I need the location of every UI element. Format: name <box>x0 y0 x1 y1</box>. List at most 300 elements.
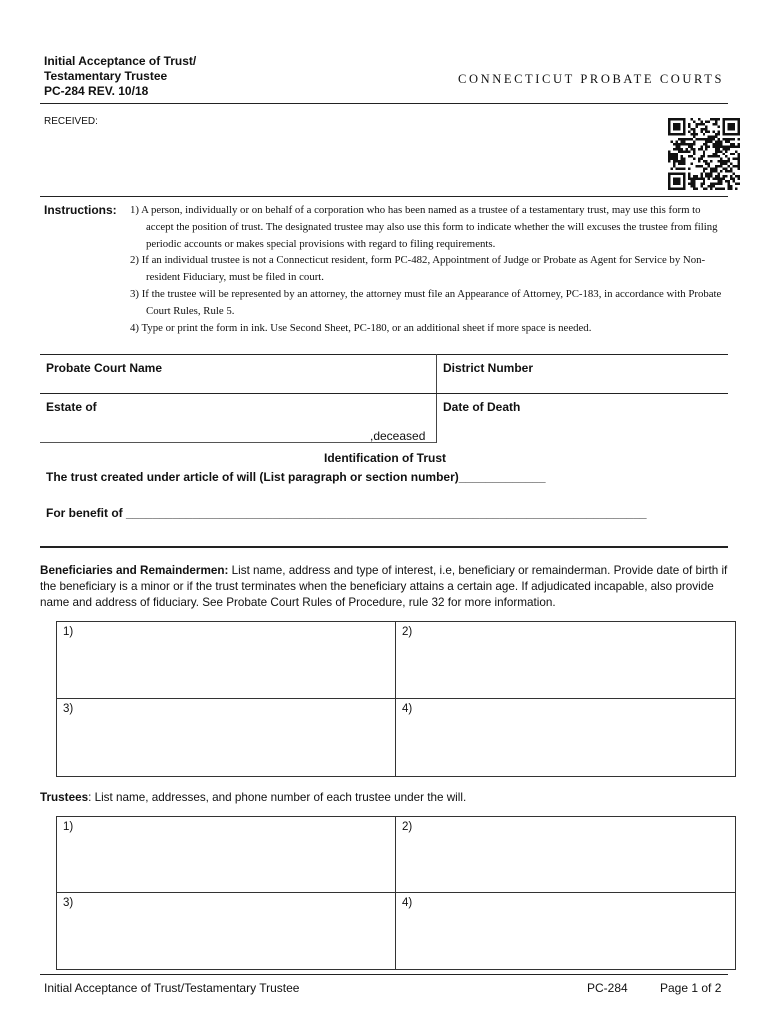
qr-module <box>725 150 727 152</box>
qr-module <box>700 145 702 147</box>
qr-module <box>700 128 702 130</box>
field-divider-vertical <box>436 354 437 443</box>
qr-module <box>738 163 740 165</box>
beneficiary-cell-3[interactable] <box>57 699 395 776</box>
qr-module <box>738 183 740 185</box>
beneficiaries-text: List name, address and type of interest, i.e, beneficiary or remainderman. Provide date of birth if the beneficiary is a minor or if the trust terminates when the beneficiary attains a certain age. If adjudicated incapable, also provide name and address of fiduciary. See Probate Court Rules of Procedure, rule 32 for more information. <box>40 564 728 609</box>
qr-module <box>673 160 675 162</box>
qr-module <box>723 175 725 177</box>
qr-module <box>683 185 685 187</box>
qr-module <box>720 170 722 172</box>
qr-module <box>693 128 695 130</box>
qr-module <box>738 138 740 140</box>
qr-module <box>720 165 722 167</box>
qr-module <box>693 185 695 187</box>
qr-module <box>673 158 675 160</box>
qr-module <box>675 178 677 180</box>
qr-module <box>718 148 720 150</box>
qr-module <box>718 145 720 147</box>
form-title-line2: Testamentary Trustee <box>44 69 168 83</box>
trustees-text: : List name, addresses, and phone number of each trustee under the will. <box>88 791 467 804</box>
qr-module <box>738 123 740 125</box>
qr-module <box>733 128 735 130</box>
qr-module <box>673 188 675 190</box>
qr-module <box>733 138 735 140</box>
qr-module <box>668 150 670 152</box>
qr-module <box>693 188 695 190</box>
qr-module <box>683 120 685 122</box>
qr-module <box>668 128 670 130</box>
qr-module <box>708 165 710 167</box>
qr-module <box>703 160 705 162</box>
qr-module <box>730 143 732 145</box>
qr-module <box>668 185 670 187</box>
qr-module <box>708 163 710 165</box>
qr-module <box>705 125 707 127</box>
qr-module <box>703 183 705 185</box>
qr-module <box>713 155 715 157</box>
qr-module <box>725 148 727 150</box>
qr-module <box>728 170 730 172</box>
qr-module <box>713 138 715 140</box>
qr-module <box>713 183 715 185</box>
qr-module <box>698 160 700 162</box>
qr-module <box>678 188 680 190</box>
probate-court-name-label: Probate Court Name <box>46 361 163 375</box>
qr-module <box>685 143 687 145</box>
probate-court-name-field[interactable] <box>40 372 434 392</box>
qr-module <box>668 118 670 120</box>
qr-module <box>678 183 680 185</box>
qr-module <box>720 150 722 152</box>
qr-module <box>675 125 677 127</box>
qr-module <box>700 183 702 185</box>
trustee-cell-4[interactable] <box>396 893 735 969</box>
qr-module <box>730 175 732 177</box>
qr-module <box>735 165 737 167</box>
instruction-item-2: 2) If an individual trustee is not a Connecticut resident, form PC-482, Appointment of Judge or Probate as Agent for Service by Non-resident Fiduciary, must be filed in court. <box>130 254 706 284</box>
qr-module <box>708 173 710 175</box>
qr-module <box>700 155 702 157</box>
qr-module <box>710 155 712 157</box>
qr-module <box>718 178 720 180</box>
qr-module <box>723 125 725 127</box>
qr-module <box>693 135 695 137</box>
qr-module <box>693 178 695 180</box>
qr-module <box>735 118 737 120</box>
qr-module <box>710 173 712 175</box>
qr-module <box>668 180 670 182</box>
qr-module <box>713 185 715 187</box>
qr-module <box>720 188 722 190</box>
qr-module <box>715 143 717 145</box>
qr-module <box>705 143 707 145</box>
qr-module <box>728 188 730 190</box>
qr-module <box>733 165 735 167</box>
qr-module <box>688 168 690 170</box>
qr-module <box>683 183 685 185</box>
qr-module <box>705 175 707 177</box>
qr-module <box>730 125 732 127</box>
qr-module <box>713 123 715 125</box>
qr-module <box>670 168 672 170</box>
qr-module <box>718 138 720 140</box>
qr-module <box>705 145 707 147</box>
qr-module <box>675 188 677 190</box>
qr-module <box>708 175 710 177</box>
qr-module <box>725 175 727 177</box>
qr-module <box>708 185 710 187</box>
qr-module <box>715 183 717 185</box>
qr-module <box>733 173 735 175</box>
qr-module <box>690 133 692 135</box>
qr-module <box>678 178 680 180</box>
qr-module <box>668 133 670 135</box>
instruction-item-1: 1) A person, individually or on behalf of a corporation who has been named as a trustee of a testamentary trust, may use this form to accept the position of trust. The designated trustee may also use this form to indicate whether the will excuses the trustee from filing periodic accounts or makes special provisions with regard to filing requirements. <box>130 204 718 250</box>
qr-module <box>685 150 687 152</box>
qr-module <box>715 170 717 172</box>
qr-module <box>698 138 700 140</box>
qr-module <box>693 133 695 135</box>
qr-module <box>718 130 720 132</box>
qr-module <box>668 183 670 185</box>
qr-module <box>713 170 715 172</box>
qr-module <box>738 175 740 177</box>
qr-module <box>698 123 700 125</box>
qr-module <box>718 160 720 162</box>
qr-module <box>695 175 697 177</box>
qr-module <box>715 150 717 152</box>
qr-module <box>710 138 712 140</box>
qr-module <box>723 148 725 150</box>
qr-module <box>690 145 692 147</box>
qr-module <box>735 158 737 160</box>
qr-module <box>688 130 690 132</box>
qr-module <box>733 158 735 160</box>
qr-module <box>725 155 727 157</box>
qr-module <box>735 145 737 147</box>
qr-module <box>683 173 685 175</box>
qr-module <box>705 130 707 132</box>
qr-module <box>708 178 710 180</box>
qr-module <box>673 118 675 120</box>
qr-module <box>670 133 672 135</box>
qr-module <box>673 133 675 135</box>
qr-module <box>668 155 670 157</box>
estate-underline <box>40 442 436 443</box>
qr-module <box>703 123 705 125</box>
qr-module <box>668 188 670 190</box>
qr-module <box>728 145 730 147</box>
trustee-cell-1[interactable] <box>57 817 395 892</box>
qr-module <box>718 133 720 135</box>
instruction-item-4: 4) Type or print the form in ink. Use Second Sheet, PC-180, or an additional sheet if more space is needed. <box>130 321 592 334</box>
form-title-line1: Initial Acceptance of Trust/ <box>44 54 197 68</box>
beneficiary-cell-label: 2) <box>402 626 413 638</box>
qr-module <box>728 140 730 142</box>
district-number-label: District Number <box>443 361 534 375</box>
qr-module <box>690 118 692 120</box>
qr-module <box>680 140 682 142</box>
court-divider <box>40 393 728 394</box>
qr-module <box>680 158 682 160</box>
qr-module <box>730 153 732 155</box>
qr-module <box>683 130 685 132</box>
qr-module <box>718 125 720 127</box>
qr-module <box>668 130 670 132</box>
instruction-item-3: 3) If the trustee will be represented by an attorney, the attorney must file an Appearance of Attorney, PC-183, in accordance with Probate Court Rules, Rule 5. <box>130 287 722 317</box>
qr-module <box>688 178 690 180</box>
qr-module <box>683 178 685 180</box>
qr-module <box>715 178 717 180</box>
district-number-field[interactable] <box>440 372 728 392</box>
qr-module <box>728 183 730 185</box>
qr-module <box>683 125 685 127</box>
beneficiary-cell-1[interactable] <box>57 622 395 698</box>
received-label: RECEIVED: <box>44 116 98 127</box>
qr-module <box>700 185 702 187</box>
qr-module <box>683 188 685 190</box>
qr-module <box>673 148 675 150</box>
qr-module <box>715 118 717 120</box>
qr-module <box>688 175 690 177</box>
qr-module <box>738 145 740 147</box>
header-divider <box>40 103 728 104</box>
qr-module <box>678 123 680 125</box>
qr-module <box>723 160 725 162</box>
beneficiary-cell-2[interactable] <box>396 622 735 698</box>
qr-module <box>705 163 707 165</box>
form-title <box>44 54 196 99</box>
trustee-cell-label: 1) <box>63 821 74 833</box>
qr-module <box>728 138 730 140</box>
qr-module <box>693 120 695 122</box>
qr-module <box>673 128 675 130</box>
qr-module <box>698 158 700 160</box>
qr-module <box>723 118 725 120</box>
qr-module <box>730 133 732 135</box>
qr-module <box>670 173 672 175</box>
trustee-cell-label: 4) <box>402 897 413 909</box>
beneficiaries-instructions <box>40 563 730 611</box>
trust-article-line: The trust created under article of will (List paragraph or section number)_____________ <box>46 470 546 484</box>
qr-module <box>733 145 735 147</box>
trustee-cell-3[interactable] <box>57 893 395 969</box>
qr-module <box>703 170 705 172</box>
footer-divider <box>40 974 728 975</box>
qr-module <box>720 160 722 162</box>
qr-module <box>705 120 707 122</box>
qr-module <box>710 185 712 187</box>
qr-module <box>673 173 675 175</box>
qr-module <box>678 118 680 120</box>
qr-module <box>733 153 735 155</box>
qr-module <box>675 168 677 170</box>
qr-module <box>690 178 692 180</box>
qr-module <box>728 118 730 120</box>
qr-module <box>695 138 697 140</box>
qr-module <box>738 165 740 167</box>
qr-module <box>725 145 727 147</box>
qr-module <box>728 180 730 182</box>
qr-module <box>678 133 680 135</box>
qr-module <box>715 155 717 157</box>
qr-module <box>723 168 725 170</box>
qr-module <box>678 125 680 127</box>
qr-module <box>700 130 702 132</box>
qr-module <box>730 168 732 170</box>
for-benefit-of-line: For benefit of ______________________________________________________________________________ <box>46 506 647 520</box>
qr-module <box>683 168 685 170</box>
qr-module <box>738 178 740 180</box>
qr-module <box>723 123 725 125</box>
qr-module <box>690 183 692 185</box>
qr-module <box>695 165 697 167</box>
qr-module <box>675 160 677 162</box>
qr-module <box>728 133 730 135</box>
qr-module <box>683 175 685 177</box>
qr-module <box>693 158 695 160</box>
qr-module <box>710 170 712 172</box>
qr-module <box>680 138 682 140</box>
qr-module <box>690 155 692 157</box>
qr-module <box>715 120 717 122</box>
qr-module <box>723 120 725 122</box>
qr-module <box>720 143 722 145</box>
trust-article-field[interactable] <box>478 468 578 484</box>
qr-module <box>733 123 735 125</box>
qr-module <box>700 123 702 125</box>
qr-module <box>703 133 705 135</box>
qr-module <box>725 118 727 120</box>
qr-module <box>715 133 717 135</box>
qr-module <box>675 180 677 182</box>
qr-module <box>728 125 730 127</box>
qr-module <box>700 158 702 160</box>
qr-module <box>723 138 725 140</box>
qr-module <box>708 155 710 157</box>
qr-module <box>680 168 682 170</box>
qr-module <box>693 183 695 185</box>
qr-module <box>673 178 675 180</box>
qr-module <box>680 118 682 120</box>
qr-module <box>713 143 715 145</box>
date-of-death-field[interactable] <box>440 414 728 440</box>
qr-module <box>690 138 692 140</box>
qr-module <box>730 145 732 147</box>
qr-module <box>713 178 715 180</box>
qr-module <box>688 143 690 145</box>
received-divider <box>40 196 728 197</box>
qr-module <box>738 155 740 157</box>
qr-module <box>713 145 715 147</box>
qr-module <box>695 178 697 180</box>
qr-module <box>720 178 722 180</box>
identification-heading: Identification of Trust <box>324 451 446 465</box>
court-name: CONNECTICUT PROBATE COURTS <box>458 72 724 86</box>
qr-module <box>728 185 730 187</box>
qr-module <box>718 173 720 175</box>
qr-module <box>695 133 697 135</box>
beneficiaries-grid <box>56 621 736 777</box>
qr-module <box>703 150 705 152</box>
qr-module <box>703 128 705 130</box>
qr-module <box>738 120 740 122</box>
instructions-divider <box>40 354 728 355</box>
qr-module <box>678 160 680 162</box>
qr-module <box>728 123 730 125</box>
estate-of-label: Estate of <box>46 400 97 414</box>
qr-module <box>685 148 687 150</box>
qr-module <box>698 118 700 120</box>
qr-module <box>675 153 677 155</box>
qr-module <box>673 123 675 125</box>
date-of-death-label: Date of Death <box>443 400 521 414</box>
qr-module <box>695 125 697 127</box>
qr-module <box>738 125 740 127</box>
qr-module <box>738 118 740 120</box>
qr-module <box>680 148 682 150</box>
qr-module <box>680 150 682 152</box>
instructions-label: Instructions: <box>44 203 117 217</box>
qr-module <box>733 118 735 120</box>
qr-module <box>678 163 680 165</box>
qr-module <box>673 125 675 127</box>
qr-module <box>703 188 705 190</box>
qr-module <box>690 163 692 165</box>
footer-page-number: Page 1 of 2 <box>660 981 722 995</box>
trustees-grid <box>56 816 736 970</box>
qr-module <box>713 135 715 137</box>
qr-module <box>680 188 682 190</box>
footer-title: Initial Acceptance of Trust/Testamentary Trustee <box>44 981 300 995</box>
qr-module <box>713 168 715 170</box>
qr-module <box>703 153 705 155</box>
qr-module <box>728 158 730 160</box>
qr-module <box>738 153 740 155</box>
qr-module <box>683 133 685 135</box>
qr-module <box>718 180 720 182</box>
beneficiary-cell-4[interactable] <box>396 699 735 776</box>
qr-module <box>695 188 697 190</box>
qr-module <box>675 118 677 120</box>
for-benefit-of-field[interactable] <box>132 504 698 520</box>
qr-module <box>693 140 695 142</box>
qr-module <box>705 128 707 130</box>
qr-module <box>725 180 727 182</box>
qr-module <box>680 173 682 175</box>
qr-module <box>730 163 732 165</box>
qr-module <box>720 180 722 182</box>
qr-module <box>730 123 732 125</box>
qr-module <box>675 155 677 157</box>
qr-module <box>698 148 700 150</box>
qr-module <box>673 163 675 165</box>
qr-module <box>705 168 707 170</box>
trustees-instructions <box>40 790 730 806</box>
qr-module <box>688 145 690 147</box>
beneficiary-cell-label: 4) <box>402 703 413 715</box>
qr-module <box>723 145 725 147</box>
trustee-cell-label: 2) <box>402 821 413 833</box>
qr-module <box>720 183 722 185</box>
qr-module <box>738 160 740 162</box>
trustee-cell-2[interactable] <box>396 817 735 892</box>
qr-module <box>733 180 735 182</box>
estate-of-field[interactable] <box>40 414 366 440</box>
qr-module <box>708 135 710 137</box>
qr-module <box>710 160 712 162</box>
